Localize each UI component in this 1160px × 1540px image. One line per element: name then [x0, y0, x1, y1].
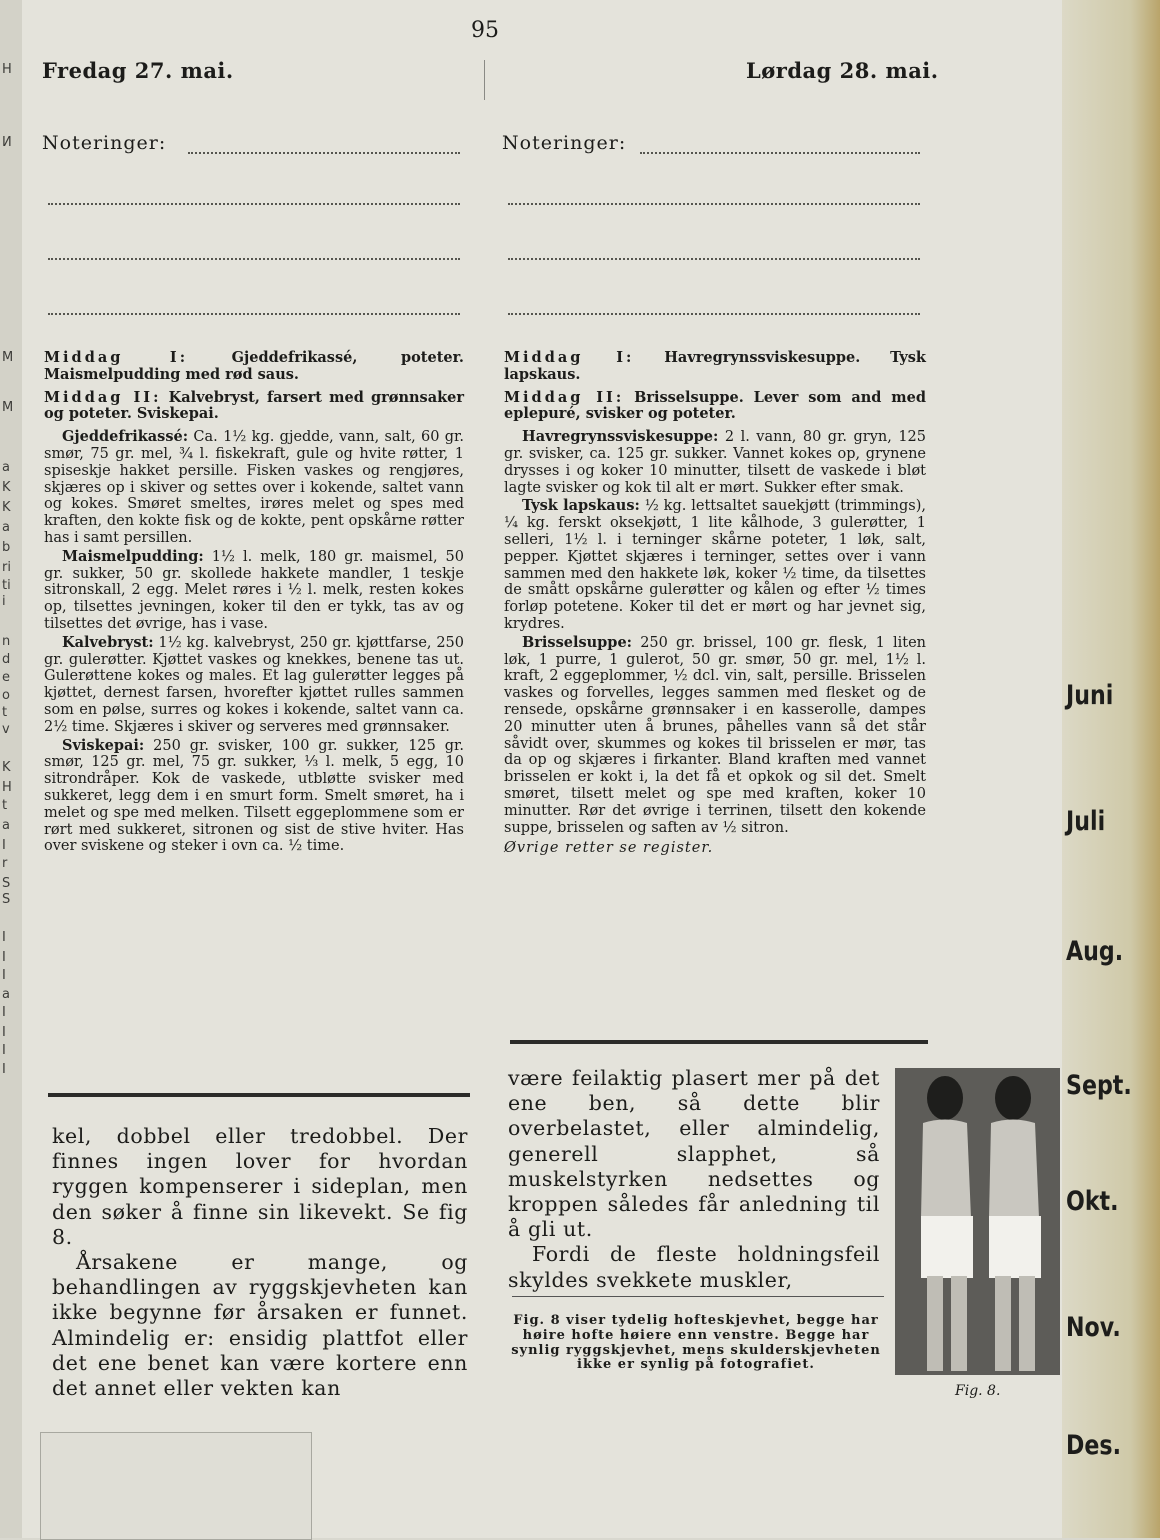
edge-letter: I: [2, 1062, 6, 1077]
edge-letter: I: [2, 950, 6, 965]
edge-letter: S: [2, 876, 11, 891]
recipe: Tysk lapskaus: ½ kg. lettsaltet sauekjøtt (trimmings), ¼ kg. ferskt oksekjøtt, 1 lite kålhode, 3 gulerøtter, 1 selleri, 1½ l. i terninger skårne poteter, 1 løk, salt, pepper. Kjøttet skjæres i terninger, settes over i vann sammen med den hakkete løk, koker ½ time, da tilsettes de smått opskårne gulerøtter og kålen og efter ½ times forløp potetene. Koker til det er mørt og har jevnet sig, krydres.: [504, 497, 927, 632]
tab-des[interactable]: Des.: [1066, 1430, 1121, 1461]
figure-label: Fig. 8.: [955, 1383, 1001, 1399]
edge-letter: t: [2, 705, 8, 720]
recipe: Brisselsuppe: 250 gr. brissel, 100 gr. flesk, 1 liten løk, 1 purre, 1 gulerot, 50 gr. smør, 50 gr. mel, 1½ l. kraft, 2 eggeplommer, ½ dcl. vin, salt, persille. Brisselen vaskes og forvelles, legges sammen med flesket og de rensede, opskårne grønnsaker i en kasserolle, dampes 20 minutter uten å brunes, påhelles vann så det står såvidt over, skummes og kokes til brisselen er mør, tas da op og skjæres i firkanter. Bland kraften med vannet brisselen er kokt i, la det få et opkok og sil det. Smelt smøret, tilsett melet og spe med kraften, koker 10 minutter. Rør det øvrige i terrinen, tilsett den kokende suppe, brisselen og saften av ½ sitron.: [504, 633, 926, 836]
register-note: Øvrige retter se register.: [504, 840, 714, 857]
left-notes-line: [48, 258, 460, 260]
edge-letter: v: [2, 722, 10, 737]
left-day-heading: Fredag 27. mai.: [42, 58, 234, 83]
edge-letter: a: [2, 460, 10, 475]
tab-okt[interactable]: Okt.: [1066, 1186, 1119, 1217]
page-number: 95: [471, 18, 499, 43]
left-notes-line: [48, 313, 460, 315]
recipe: Havregrynssviskesuppe: 2 l. vann, 80 gr. gryn, 125 gr. svisker, ca. 125 gr. sukker. Vannet kokes op, grynene drysses i og koker 10 minutter, tilsett de vaskede i bløt lagte svisker og kok til alt er mørt. Sukker efter smak.: [504, 428, 927, 496]
edge-letter: M: [2, 350, 14, 365]
previous-page-edge: [0, 0, 22, 1538]
edge-letter: e: [2, 670, 10, 685]
right-middag-1: Middag I: Havregrynssviskesuppe. Tysk lapskaus.: [504, 349, 926, 383]
section-rule: [510, 1040, 928, 1044]
edge-letter: I: [2, 968, 6, 983]
figure-8-photo: [895, 1068, 1060, 1375]
edge-letter: ri: [2, 560, 11, 575]
right-notes-line: [508, 203, 920, 205]
left-body-text: kel, dobbel eller tredobbel. Der finnes ingen lover for hvordan ryggen kompenserer i sideplan, men den søker å finne sin likevekt. Se fig 8. Årsakene er mange, og behandlingen av ryggskjevheten kan ikke begynne før årsaken er funnet. Almindelig er: ensidig plattfot eller det ene benet kan være kortere enn det annet eller vekten kan: [52, 1124, 468, 1401]
edge-letter: K: [2, 480, 11, 495]
edge-letter: M: [2, 400, 14, 415]
tab-nov[interactable]: Nov.: [1066, 1312, 1121, 1343]
edge-letter: I: [2, 1005, 6, 1020]
tab-juli[interactable]: Juli: [1066, 806, 1106, 837]
edge-letter: a: [2, 520, 10, 535]
section-rule: [48, 1093, 470, 1097]
recipe: Gjeddefrikassé: Ca. 1½ kg. gjedde, vann, salt, 60 gr. smør, 75 gr. mel, ¾ l. fiskekraft, gule og hvite røtter, 1 spiseskje hakket persille. Fisken vaskes og rengjøres, skjæres op i skiver og settes over i kokende, saltet vann og kokes. Smøret smeltes, irøres melet og spes med kraften, den kokte fisk og de kokte, pent opskårne røtter has i samt persillen.: [44, 428, 465, 546]
right-middag-2: Middag II: Brisselsuppe. Lever som and med eplepuré, svisker og poteter.: [504, 388, 926, 423]
recipe: Maismelpudding: 1½ l. melk, 180 gr. maismel, 50 gr. sukker, 50 gr. skollede hakkete mandler, 1 teskje sitronskall, 2 egg. Melet røres i ½ l. melk, resten kokes op, tilsettes jevningen, koker til den er tykk, tas av og tilsettes det øvrige, has i vase.: [44, 547, 464, 632]
edge-letter: o: [2, 688, 10, 703]
edge-letter: I: [2, 1043, 6, 1058]
left-middag-2: Middag II: Kalvebryst, farsert med grønnsaker og poteter. Sviskepai.: [44, 388, 464, 423]
right-notes-label: Noteringer:: [502, 132, 627, 154]
edge-letter: И: [2, 135, 12, 150]
caption-rule: [512, 1296, 884, 1297]
left-notes-label: Noteringer:: [42, 132, 167, 154]
figure-photo-illustration: [895, 1068, 1060, 1375]
tab-aug[interactable]: Aug.: [1066, 936, 1124, 967]
left-notes-line: [48, 203, 460, 205]
right-notes-line: [640, 152, 920, 154]
edge-letter: S: [2, 892, 11, 907]
left-notes-line: [188, 152, 460, 154]
month-tab-strip: [1062, 0, 1160, 1538]
edge-letter: I: [2, 930, 6, 945]
right-notes-line: [508, 258, 920, 260]
edge-letter: b: [2, 540, 11, 555]
recipe: Sviskepai: 250 gr. svisker, 100 gr. sukker, 125 gr. smør, 125 gr. mel, 75 gr. sukker, ⅓ l. melk, 5 egg, 10 sitrondråper. Kok de vaskede, utbløtte svisker med sukkeret, legg dem i en smurt form. Smelt smøret, ha i melet og spe med melken. Tilsett eggeplommene som er rørt med sukkeret, sitronen og sist de stive hviter. Has over sviskene og steker i ovn ca. ½ time.: [44, 736, 464, 855]
tab-juni[interactable]: Juni: [1066, 680, 1114, 711]
right-notes-line: [508, 313, 920, 315]
column-divider: [484, 60, 485, 100]
edge-letter: t: [2, 798, 8, 813]
edge-letter: n: [2, 634, 11, 649]
edge-letter: d: [2, 652, 11, 667]
edge-letter: H: [2, 780, 12, 795]
right-day-heading: Lørdag 28. mai.: [746, 58, 939, 83]
edge-letter: K: [2, 760, 11, 775]
edge-letter: K: [2, 500, 11, 515]
edge-letter: a: [2, 818, 10, 833]
left-menu-column: [44, 350, 464, 857]
edge-letter: I: [2, 1025, 6, 1040]
edge-letter: r: [2, 856, 8, 871]
left-middag-1: Middag I: Gjeddefrikassé, poteter. Maismelpudding med rød saus.: [44, 349, 464, 383]
edge-letter: ti: [2, 578, 11, 593]
tab-sept[interactable]: Sept.: [1066, 1070, 1132, 1101]
edge-letter: H: [2, 62, 12, 77]
right-body-text: være feilaktig plasert mer på det ene ben, så dette blir overbelastet, eller almindelig, generell slapphet, så muskelstyrken nedsettes og kroppen således får anledning til å gli ut. Fordi de fleste holdningsfeil skyldes svekkete muskler,: [508, 1066, 880, 1292]
paper-clipping: [40, 1432, 312, 1540]
edge-letter: I: [2, 838, 6, 853]
edge-letter: a: [2, 987, 10, 1002]
edge-letter: i: [2, 594, 6, 609]
figure-caption: Fig. 8 viser tydelig hofteskjevhet, begge har høire hofte høiere enn venstre. Begge har synlig ryggskjevhet, mens skulderskjevheten ikke er synlig på fotografiet.: [511, 1313, 881, 1373]
recipe: Kalvebryst: 1½ kg. kalvebryst, 250 gr. kjøttfarse, 250 gr. gulerøtter. Kjøttet vaskes og knekkes, benene tas ut. Gulerøttene kokes og males. Et lag gulerøtter legges på kjøttet, dernest farsen, hvorefter kjøttet rulles sammen som en pølse, surres og kokes i kokende, saltet vann ca. 2½ time. Skjæres i skiver og serveres med grønnsaker.: [44, 633, 465, 735]
right-menu-column: [504, 350, 926, 859]
